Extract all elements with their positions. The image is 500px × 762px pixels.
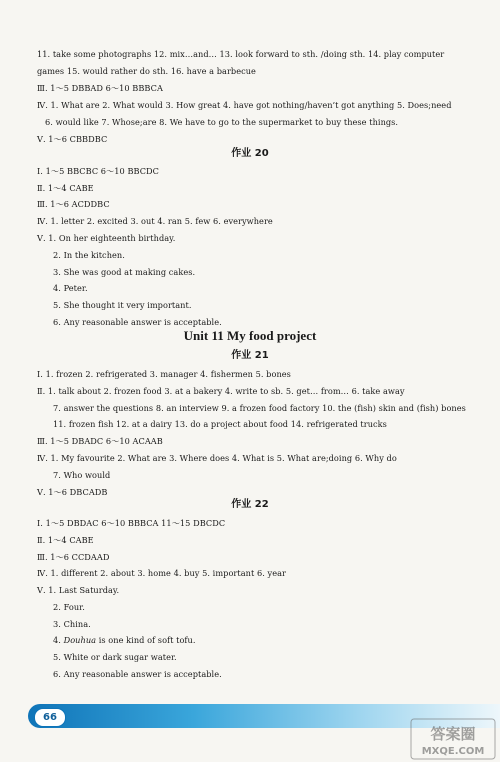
answer-line: Ⅱ. 1. talk about 2. frozen food 3. at a bakery 4. write to sb. 5. get… from… 6. take away: [37, 386, 405, 396]
answer-line: Ⅱ. 1～4 CABE: [37, 183, 94, 193]
answer-line: Ⅴ. 1. On her eighteenth birthday.: [37, 233, 176, 243]
answer-line: Ⅴ. 1～6 DBCADB: [37, 487, 108, 497]
watermark-bottom-text: MXQE.COM: [421, 746, 485, 757]
answer-line: Ⅰ. 1～5 DBDAC 6～10 BBBCA 11～15 DBCDC: [37, 518, 226, 528]
answer-line: 5. She thought it very important.: [53, 300, 192, 310]
homework-20-heading: 作业 20: [231, 148, 269, 159]
unit-11-title: Unit 11 My food project: [183, 328, 317, 343]
answer-line: Ⅰ. 1. frozen 2. refrigerated 3. manager 4. fishermen 5. bones: [37, 369, 291, 379]
page-number: 66: [34, 708, 66, 727]
answer-line: 5. White or dark sugar water.: [53, 652, 177, 662]
answer-line: 2. Four.: [53, 602, 85, 612]
answer-line: Ⅴ. 1～6 CBBDBC: [37, 134, 108, 144]
answer-line: Ⅲ. 1～5 DBADC 6～10 ACAAB: [37, 436, 163, 446]
answer-line: Ⅴ. 1. Last Saturday.: [37, 585, 120, 595]
answer-line: 4. Peter.: [53, 283, 88, 293]
watermark-top-text: 答案圈: [430, 725, 476, 743]
answer-line: 11. frozen fish 12. at a dairy 13. do a project about food 14. refrigerated trucks: [53, 419, 387, 429]
answer-line: Ⅲ. 1～6 CCDAAD: [37, 552, 110, 562]
answer-line: 3. China.: [53, 619, 91, 629]
homework-21-heading: 作业 21: [231, 350, 269, 361]
answer-line: Ⅳ. 1. different 2. about 3. home 4. buy 5. important 6. year: [37, 568, 287, 578]
answer-line: Ⅳ. 1. letter 2. excited 3. out 4. ran 5. few 6. everywhere: [37, 216, 273, 226]
answer-line: 3. She was good at making cakes.: [53, 267, 196, 277]
answer-line: 6. Any reasonable answer is acceptable.: [53, 669, 222, 679]
homework-22-heading: 作业 22: [231, 499, 269, 510]
answer-line: Ⅲ. 1～6 ACDDBC: [37, 199, 110, 209]
watermark-logo-icon: [410, 718, 496, 760]
answer-line: Ⅰ. 1～5 BBCBC 6～10 BBCDC: [37, 166, 159, 176]
answer-line: Ⅲ. 1～5 DBBAD 6～10 BBBCA: [37, 83, 163, 93]
answer-line: 6. would like 7. Whose;are 8. We have to go to the supermarket to buy these things.: [45, 117, 399, 127]
answer-line: games 15. would rather do sth. 16. have a barbecue: [37, 66, 256, 76]
answer-line: Ⅳ. 1. What are 2. What would 3. How great 4. have got nothing/haven’t got anything 5. Does;need: [37, 100, 452, 110]
answer-line: Ⅱ. 1～4 CABE: [37, 535, 94, 545]
answer-line: 7. answer the questions 8. an interview 9. a frozen food factory 10. the (fish) skin and (fish) bones: [53, 403, 466, 413]
answer-line: 2. In the kitchen.: [53, 250, 125, 260]
answer-line: 4. Douhua is one kind of soft tofu.: [53, 635, 196, 645]
answer-line: 6. Any reasonable answer is acceptable.: [53, 317, 222, 327]
answer-line: Ⅳ. 1. My favourite 2. What are 3. Where does 4. What is 5. What are;doing 6. Why do: [37, 453, 397, 463]
answer-line: 7. Who would: [53, 470, 111, 480]
answer-line: 11. take some photographs 12. mix…and… 13. look forward to sth. /doing sth. 14. play computer: [37, 49, 445, 59]
